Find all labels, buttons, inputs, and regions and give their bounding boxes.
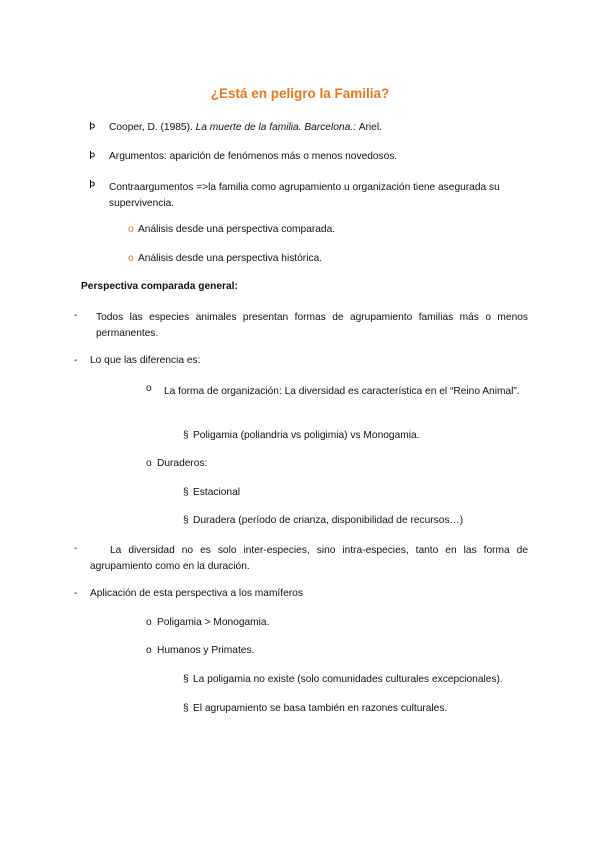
item-text: Todos las especies animales presentan formas de agrupamiento familias más o menos permanentes. bbox=[96, 312, 528, 339]
item-text: Humanos y Primates. bbox=[157, 645, 255, 656]
bullet-marker: Þ bbox=[89, 151, 96, 162]
item-text: Poligamia (poliandria vs poligimia) vs Monogamia. bbox=[193, 430, 420, 441]
item-text: Estacional bbox=[193, 487, 241, 498]
bullet-marker: Þ bbox=[89, 180, 96, 191]
bullet-marker: Þ bbox=[89, 122, 96, 133]
dash-marker: - bbox=[74, 310, 78, 321]
item-text: Aplicación de esta perspectiva a los mamíferos bbox=[90, 588, 303, 599]
o-marker: o bbox=[146, 645, 152, 656]
item-text: La poligamia no existe (solo comunidades culturales excepcionales). bbox=[193, 674, 503, 685]
item-text: La diversidad no es solo inter-especies, sino intra-especies, tanto en las forma de agrupamiento como en la duración. bbox=[90, 545, 528, 572]
o-marker: o bbox=[146, 383, 152, 394]
item-text: Duradera (período de crianza, disponibilidad de recursos…) bbox=[193, 515, 464, 526]
bullet-text: Contraargumentos =>la familia como agrupamiento u organización tiene asegurada su supervivencia. bbox=[109, 182, 500, 209]
section-heading: Perspectiva comparada general: bbox=[81, 281, 238, 292]
dash-marker: - bbox=[74, 588, 78, 599]
o-marker: o bbox=[146, 617, 152, 628]
sub-bullet-marker: o bbox=[128, 224, 134, 235]
section-marker: § bbox=[183, 703, 189, 714]
page-title: ¿Está en peligro la Familia? bbox=[210, 86, 390, 101]
sub-bullet-text: Análisis desde una perspectiva histórica. bbox=[138, 253, 323, 264]
item-text: Poligamia > Monogamia. bbox=[157, 617, 270, 628]
item-text: Lo que las diferencia es: bbox=[90, 355, 201, 366]
reference-line bbox=[109, 122, 382, 133]
sub-bullet-marker: o bbox=[128, 253, 134, 264]
sub-bullet-text: Análisis desde una perspectiva comparada. bbox=[138, 224, 336, 235]
section-marker: § bbox=[183, 515, 189, 526]
section-marker: § bbox=[183, 487, 189, 498]
dash-marker: - bbox=[74, 355, 78, 366]
dash-marker: - bbox=[74, 543, 78, 554]
reference-author: Cooper, D. (1985). bbox=[109, 122, 196, 133]
section-marker: § bbox=[183, 674, 189, 685]
item-text: La forma de organización: La diversidad es característica en el “Reino Animal”. bbox=[164, 386, 520, 397]
o-marker: o bbox=[146, 458, 152, 469]
item-text: Duraderos: bbox=[157, 458, 208, 469]
reference-publisher: Ariel. bbox=[358, 122, 382, 133]
item-text: El agrupamiento se basa también en razones culturales. bbox=[193, 703, 448, 714]
reference-title: La muerte de la familia. Barcelona.: bbox=[195, 122, 359, 133]
section-marker: § bbox=[183, 430, 189, 441]
bullet-text: Argumentos: aparición de fenómenos más o menos novedosos. bbox=[109, 151, 398, 162]
